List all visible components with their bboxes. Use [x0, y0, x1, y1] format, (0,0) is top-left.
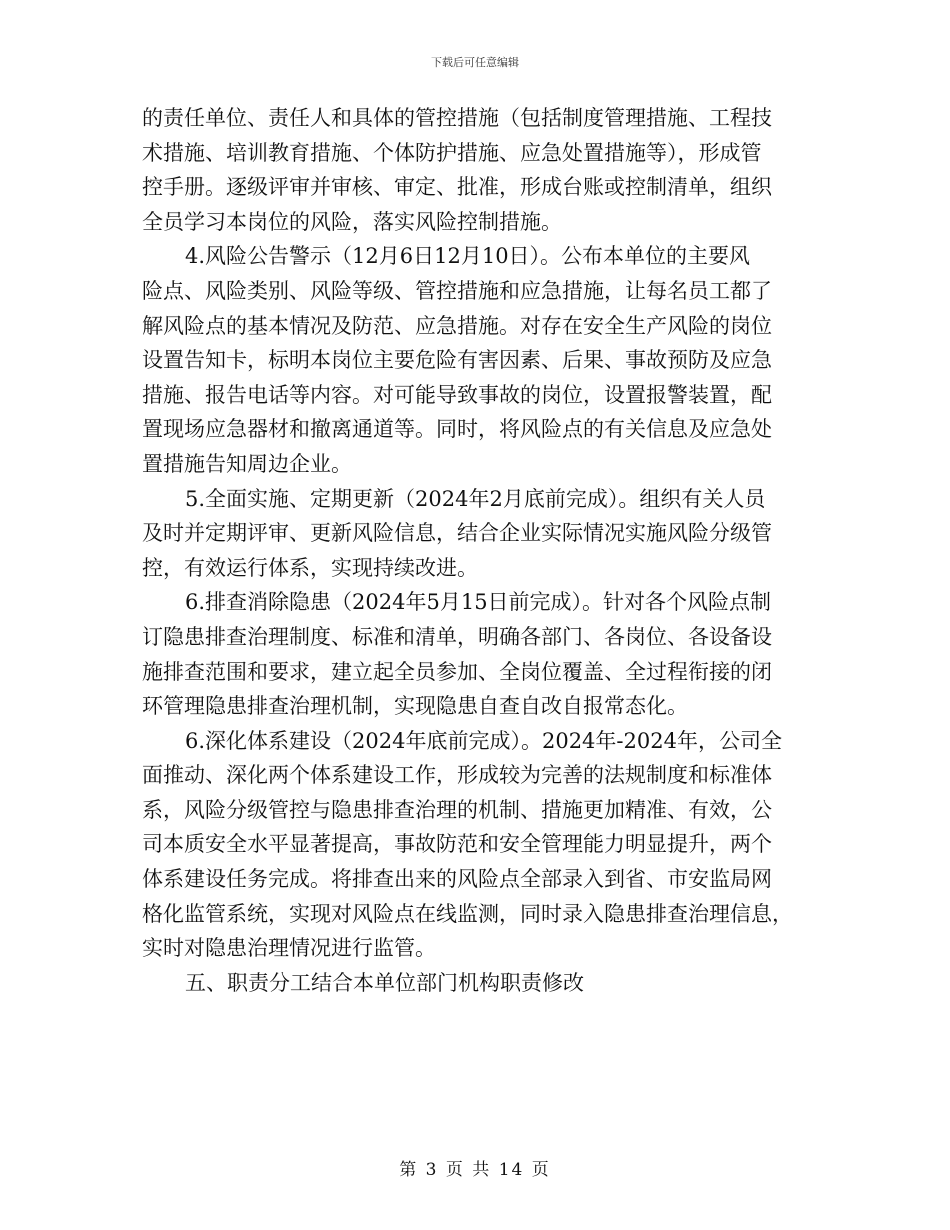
text-line: 置措施告知周边企业。 [142, 451, 352, 476]
text-line: 订隐患排查治理制度、标准和清单，明确各部门、各岗位、各设备设 [142, 624, 772, 649]
text-line: 置现场应急器材和撤离通道等。同时，将风险点的有关信息及应急处 [142, 417, 772, 442]
text-line: 术措施、培训教育措施、个体防护措施、应急处置措施等），形成管 [142, 140, 762, 165]
text-line: 4.风险公告警示（12月6日12月10日）。公布本单位的主要风 [185, 244, 751, 269]
text-line: 控，有效运行体系，实现持续改进。 [142, 555, 478, 580]
text-line: 全员学习本岗位的风险，落实风险控制措施。 [142, 209, 562, 234]
text-line: 5.全面实施、定期更新（2024年2月底前完成）。组织有关人员 [185, 486, 766, 511]
text-line: 司本质安全水平显著提高，事故防范和安全管理能力明显提升，两个 [142, 832, 772, 857]
text-line: 6.排查消除隐患（2024年5月15日前完成）。针对各个风险点制 [185, 590, 772, 615]
text-line: 及时并定期评审、更新风险信息，结合企业实际情况实施风险分级管 [142, 521, 772, 546]
text-line: 环管理隐患排查治理机制，实现隐患自查自改自报常态化。 [142, 694, 688, 719]
text-line: 控手册。逐级评审并审核、审定、批准，形成台账或控制清单，组织 [142, 175, 772, 200]
text-line: 的责任单位、责任人和具体的管控措施（包括制度管理措施、工程技 [142, 106, 772, 130]
text-line: 体系建设任务完成。将排查出来的风险点全部录入到省、市安监局网 [142, 867, 772, 892]
document-body [142, 101, 808, 1000]
text-line: 系，风险分级管控与隐患排查治理的机制、措施更加精准、有效，公 [142, 797, 772, 822]
text-line: 面推动、深化两个体系建设工作，形成较为完善的法规制度和标准体 [142, 763, 772, 788]
page-number: 第 3 页 共 14 页 [399, 1160, 551, 1180]
text-line: 设置告知卡，标明本岗位主要危险有害因素、后果、事故预防及应急 [142, 348, 772, 373]
text-line: 险点、风险类别、风险等级、管控措施和应急措施，让每名员工都了 [142, 278, 772, 303]
text-line: 五、职责分工结合本单位部门机构职责修改 [185, 970, 584, 995]
text-line: 施排查范围和要求，建立起全员参加、全岗位覆盖、全过程衔接的闭 [142, 659, 772, 684]
text-line: 解风险点的基本情况及防范、应急措施。对存在安全生产风险的岗位 [142, 313, 772, 338]
text-line: 措施、报告电话等内容。对可能导致事故的岗位，设置报警装置，配 [142, 382, 772, 407]
page-header: 下载后可任意编辑 [431, 56, 519, 69]
text-line: 6.深化体系建设（2024年底前完成）。2024年-2024年，公司全 [185, 728, 782, 753]
text-line: 格化监管系统，实现对风险点在线监测，同时录入隐患排查治理信息， [142, 901, 793, 926]
text-line: 实时对隐患治理情况进行监管。 [142, 936, 436, 961]
